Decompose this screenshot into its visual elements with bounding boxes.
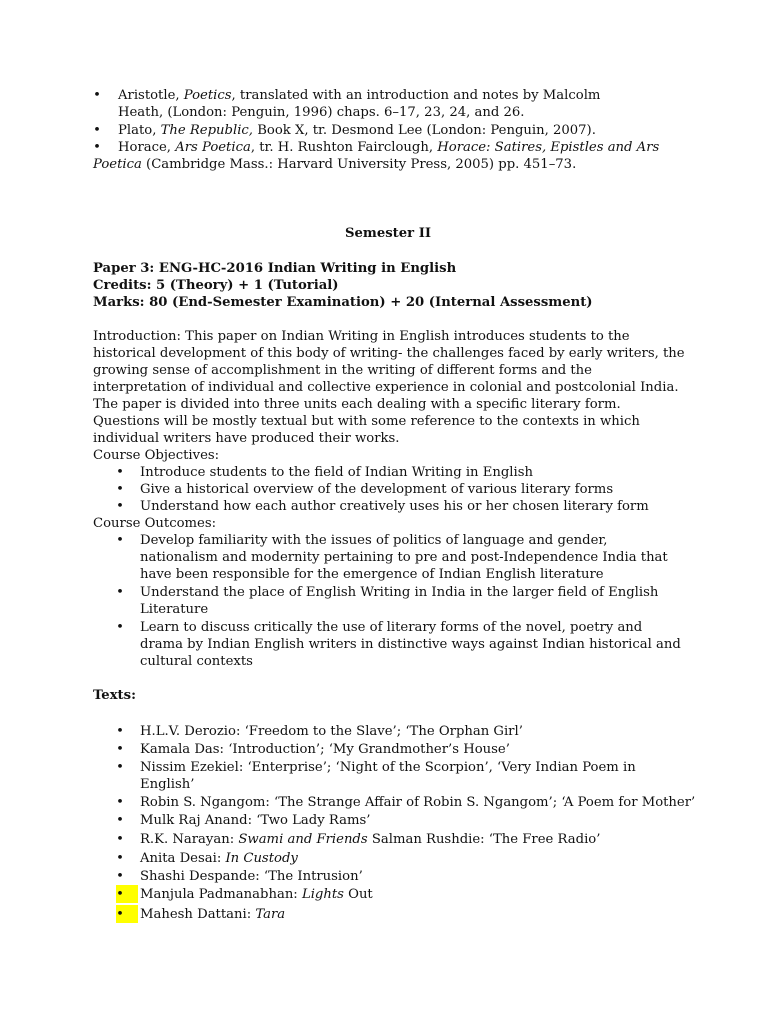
outcomes-heading: Course Outcomes: bbox=[93, 516, 217, 531]
bullet: • bbox=[116, 907, 124, 922]
text-item: Mahesh Dattani: Tara bbox=[140, 907, 286, 922]
reference-horace: Horace, Ars Poetica, tr. H. Rushton Fairclough, Horace: Satires, Epistles and Ars bbox=[118, 140, 660, 155]
text-item: Kamala Das: ‘Introduction’; ‘My Grandmother’s House’ bbox=[140, 742, 510, 757]
texts-heading: Texts: bbox=[93, 688, 136, 703]
bullet: • bbox=[116, 760, 124, 775]
outcome-item-line: drama by Indian English writers in distinctive ways against Indian historical and bbox=[140, 637, 681, 652]
objective-item: Introduce students to the field of Indian Writing in English bbox=[140, 465, 534, 480]
objectives-heading: Course Objectives: bbox=[93, 448, 220, 463]
bullet: • bbox=[93, 140, 101, 155]
paper-credits: Credits: 5 (Theory) + 1 (Tutorial) bbox=[93, 278, 339, 293]
objective-item: Give a historical overview of the development of various literary forms bbox=[140, 482, 614, 497]
outcome-item-line: cultural contexts bbox=[140, 654, 253, 669]
bullet: • bbox=[116, 887, 124, 902]
introduction-line: interpretation of individual and collective experience in colonial and postcolonial India. bbox=[93, 380, 679, 395]
outcome-item-line: Understand the place of English Writing in India in the larger field of English bbox=[140, 585, 659, 600]
bullet: • bbox=[116, 620, 124, 635]
introduction-line: historical development of this body of writing- the challenges faced by early writers, the bbox=[93, 346, 685, 361]
text-item: Robin S. Ngangom: ‘The Strange Affair of Robin S. Ngangom’; ‘A Poem for Mother’ bbox=[140, 795, 696, 810]
reference-plato: Plato, The Republic, Book X, tr. Desmond Lee (London: Penguin, 2007). bbox=[118, 123, 596, 138]
text-item: Nissim Ezekiel: ‘Enterprise’; ‘Night of the Scorpion’, ‘Very Indian Poem in bbox=[140, 760, 636, 775]
introduction-line: individual writers have produced their works. bbox=[93, 431, 400, 446]
paper-marks: Marks: 80 (End-Semester Examination) + 20 (Internal Assessment) bbox=[93, 295, 593, 310]
bullet: • bbox=[93, 123, 101, 138]
bullet: • bbox=[116, 742, 124, 757]
outcome-item-line: have been responsible for the emergence of Indian English literature bbox=[140, 567, 604, 582]
bullet: • bbox=[116, 851, 124, 866]
bullet: • bbox=[116, 813, 124, 828]
semester-heading: Semester II bbox=[345, 226, 432, 241]
bullet: • bbox=[116, 465, 124, 480]
bullet: • bbox=[116, 482, 124, 497]
reference-aristotle: Aristotle, Poetics, translated with an introduction and notes by Malcolm bbox=[118, 88, 601, 103]
text-item-line2: English’ bbox=[140, 777, 195, 792]
paper-title: Paper 3: ENG-HC-2016 Indian Writing in English bbox=[93, 261, 457, 276]
introduction-line: Questions will be mostly textual but with some reference to the contexts in which bbox=[93, 414, 640, 429]
outcome-item-line: Literature bbox=[140, 602, 209, 617]
outcome-item-line: Develop familiarity with the issues of politics of language and gender, bbox=[140, 533, 608, 548]
bullet: • bbox=[116, 869, 124, 884]
outcome-item-line: nationalism and modernity pertaining to pre and post-Independence India that bbox=[140, 550, 668, 565]
reference-aristotle-line2: Heath, (London: Penguin, 1996) chaps. 6–17, 23, 24, and 26. bbox=[118, 105, 525, 120]
bullet: • bbox=[116, 585, 124, 600]
introduction-line: The paper is divided into three units each dealing with a specific literary form. bbox=[93, 397, 621, 412]
text-item: H.L.V. Derozio: ‘Freedom to the Slave’; ‘The Orphan Girl’ bbox=[140, 724, 523, 739]
bullet: • bbox=[116, 724, 124, 739]
bullet: • bbox=[116, 795, 124, 810]
bullet: • bbox=[93, 88, 101, 103]
bullet: • bbox=[116, 533, 124, 548]
bullet: • bbox=[116, 499, 124, 514]
introduction-line: Introduction: This paper on Indian Writing in English introduces students to the bbox=[93, 329, 630, 344]
bullet: • bbox=[116, 832, 124, 847]
reference-horace-line2: Poetica (Cambridge Mass.: Harvard University Press, 2005) pp. 451–73. bbox=[93, 157, 577, 172]
text-item: R.K. Narayan: Swami and Friends Salman Rushdie: ‘The Free Radio’ bbox=[140, 832, 601, 847]
text-item: Manjula Padmanabhan: Lights Out bbox=[140, 887, 373, 902]
text-item: Anita Desai: In Custody bbox=[140, 851, 298, 866]
text-item: Mulk Raj Anand: ‘Two Lady Rams’ bbox=[140, 813, 371, 828]
objective-item: Understand how each author creatively uses his or her chosen literary form bbox=[140, 499, 649, 514]
text-item: Shashi Despande: ‘The Intrusion’ bbox=[140, 869, 363, 884]
outcome-item-line: Learn to discuss critically the use of literary forms of the novel, poetry and bbox=[140, 620, 643, 635]
introduction-line: growing sense of accomplishment in the writing of different forms and the bbox=[93, 363, 592, 378]
